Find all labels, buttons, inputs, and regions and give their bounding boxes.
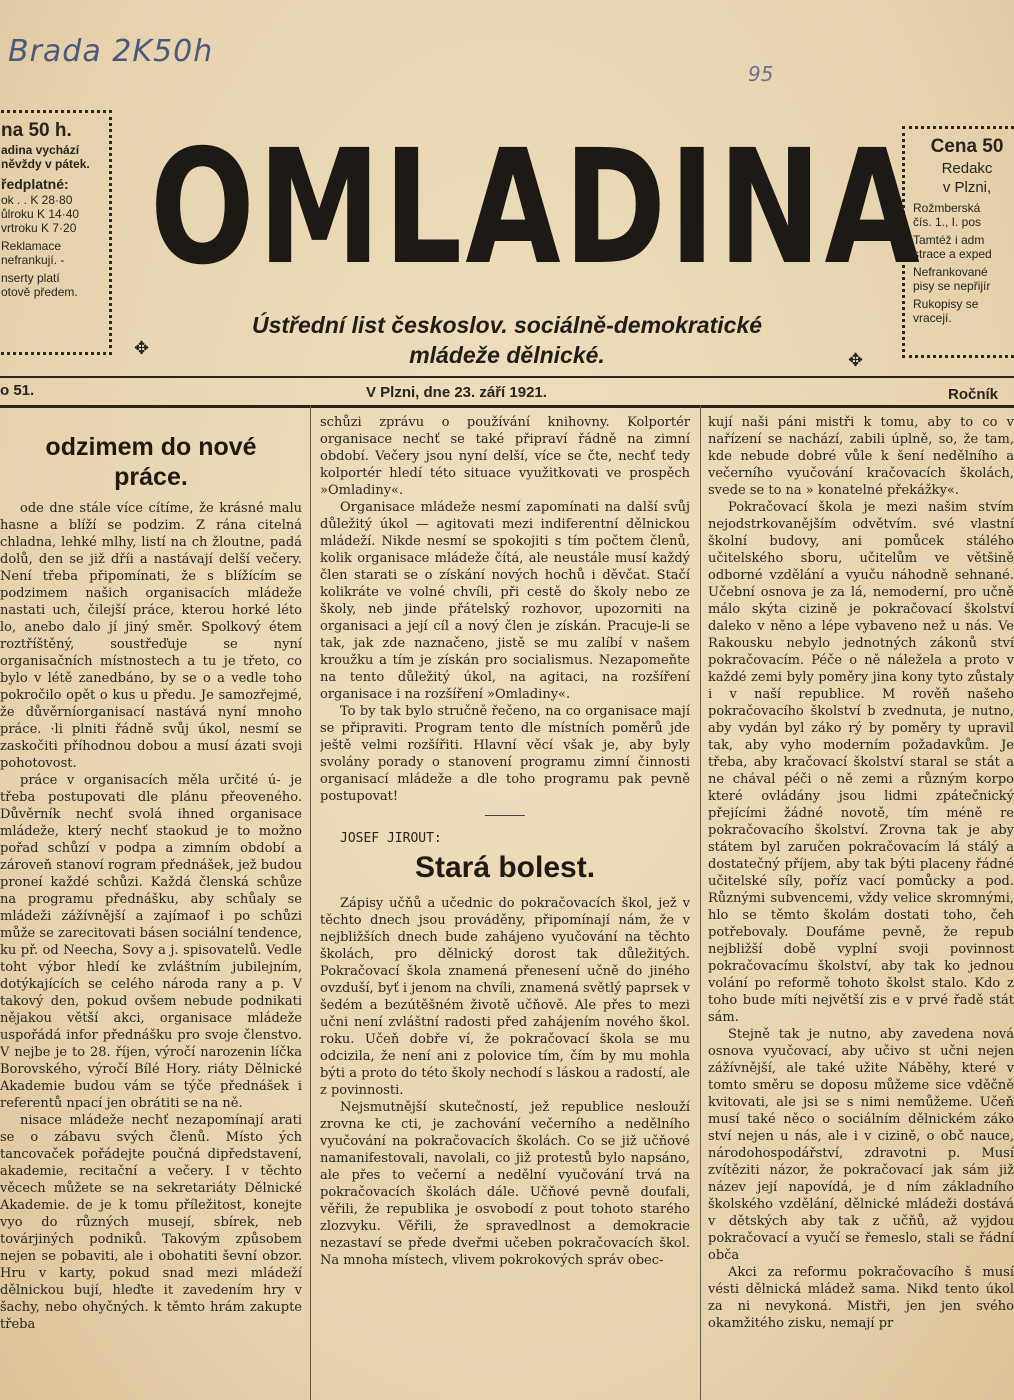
article1-title: odzimem do nové práce. (45, 433, 257, 491)
column-rule (700, 405, 701, 1400)
article2-paragraph: Nejsmutnější skutečností, jež republice neslouží zrovna ke cti, je zachování večerního a nedělního vyučování na pokračovacích školách. Co se již učňové namanifestovali, navolali, co již protestů bylo napsáno, ale přes to večerní a nedělní vyučování trvá na pokračovacích školách dále. Učňové pevně doufali, věřili, že republika je osvobodí z pout tohoto starého zlozvyku. Věřili, že spravedlnost a demokracie nezastaví se přede dveřmi učeben pokračovacích škol. Na mnoha místech, vlivem pokrokových správ obec- (320, 1100, 690, 1268)
masthead-subtitle-2: mládeže dělnické. (409, 342, 605, 368)
administration-note: Tamtéž i adm strace a exped (913, 233, 992, 261)
column-1 (0, 432, 302, 1400)
volume-label: Ročník (948, 386, 999, 403)
article1-paragraph: nisace mládeže nechť nezapomínají arati se o zábavu svých členů. Místo ých tancovaček pořádejte poučná dipředstavení, akademie, recitační a večery. I v těchto věcech můžete se na sekretariáty Dělnické Akademie. de je k tomu příležitost, konejte vyo do různých musejí, sbírek, neb továrjiných podniků. Takovým způsobem nejen se pobaviti, ale i obohatiti ševní obzor. Hru v karty, pokud snad mezi mládeží dělnickou bují, hleďte it zavedením hry v šachy, nebo ohyčných. k těmto hrám zakupte třeba (0, 1113, 302, 1332)
manuscripts-note: Rukopisy se vracejí. (913, 297, 979, 325)
office-address: Rožmberská čís. 1., I. pos (913, 201, 982, 229)
complaints-note: Reklamace nefrankují. - (1, 239, 65, 267)
publication-frequency: adina vychází něvždy v pátek. (1, 143, 90, 171)
article1-paragraph: To by tak bylo stručně řečeno, na co organisace mají se připraviti. Program tento dle místních poměrů jde ještě velmi rozšířiti. Hlavní věcí však je, aby byly svolány porady o stanovení programu zimní činnosti organisací mládeže a dle toho programu pak pevně postupovat! (320, 704, 690, 804)
article1-paragraph: práce v organisacích měla určité ú- je třeba postupovati dle plánu přeoveného. Důvěrník nechť svolá ihned organisace mládeže, který nechť staokud je to možno pořad schůzí v podpa a zimním období a zároveň stanoví rogram přednášek, jež budou proneí každé schůzi. Každá členská schůze na programu přednášku, aby schůaly se mládeži zážívnější a zajímaof i po schůzi může se zarecitovati básen sociální tendence, ku př. od Neecha, Sovy a j. spisovatelů. Vedle toht výbor hledí ke zvláštním jubilejním, dotýkajících se celého národa rany a p. V takový den, pokud ovšem nebude podnikati nějakou větší akci, organisace mládeže uspořádá infor přednášku pro svoje členstvo. V nejbe je to 28. říjen, výročí narozenin líčka Borovského, výročí Bílé Hory. riáty Dělnické Akademie budou vám se týče přednášek i referentů npací jen obrátiti se na ně. (0, 773, 302, 1111)
column-rule (310, 405, 311, 1400)
subscription-line: ok . . K 28·80 (1, 193, 73, 207)
column-3 (708, 414, 1014, 1400)
article-separator (485, 815, 525, 816)
article1-paragraph: schůzi zprávu o používání knihovny. Kolportér organisace nechť se také připraví řádně na zimní období. Večery jsou nyní delší, více se čte, nechť tedy kolportér hledí této situace využitkovati ve prospěch »Omladiny«. (320, 415, 690, 498)
subscription-title: ředplatné: (1, 176, 69, 192)
article2-author: JOSEF JIROUT: (340, 831, 442, 846)
handwritten-note: Brada 2K50h (8, 34, 214, 69)
dateline-bottom-rule (0, 405, 1014, 408)
editorial-office: Redakc v Plzni, (941, 160, 993, 196)
article2-title: Stará bolest. (414, 851, 596, 884)
subscription-line: ůlroku K 14·40 (1, 207, 80, 221)
subscription-line: vrtroku K 7·20 (1, 221, 77, 235)
place-and-date: V Plzni, dne 23. září 1921. (366, 384, 547, 401)
dateline-top-rule (0, 376, 1014, 378)
price-left: na 50 h. (1, 120, 72, 141)
price-right: Cena 50 (930, 136, 1004, 157)
unfranked-note: Nefrankované pisy se nepřijír (913, 265, 991, 293)
column-2 (320, 414, 690, 1400)
article2-paragraph: Akci za reformu pokračovacího š musí vésti dělnická mládež sama. Nikd tento úkol za ni nevykoná. Mistři, jen jen svého okamžitého zisku, nemají pr (708, 1265, 1014, 1331)
issue-number: o 51. (0, 382, 35, 399)
ornament-right-icon: ✥ (848, 350, 864, 371)
ornament-left-icon: ✥ (134, 338, 150, 359)
article2-paragraph: Stejně tak je nutno, aby zavedena nová osnova vyučovací, aby učivo st učni nejen zážívnější, ale také užite Náběhy, které v tomto směru se doposu můžeme sice vděčně kvitovati, ale jsi se s nimi nemůžeme. Učeň musí také něco o sociálním dělnickém záko ství nejen u nás, ale i v cizině, o obč nauce, národohospodářství, zdravotni p. Musí zvítěziti názor, že pokračovací jak sám již název její napovídá, je d ním základního školského vzdělání, dělnické mládeži dostává v dětských aby tak z učňů, až vyjdou pokračovací a vyučí se řemeslo, stali se řádní obča (708, 1027, 1014, 1263)
article2-paragraph: Pokračovací škola je mezi našim stvím nejodstrkovanějším odvětvím. své vlastní školní budovy, ani pomůcek stálého učitelského sboru, učitelům ve většině odborné vzdělání a vyuču náhodně sehnané. Učební osnova je za lá, nemoderní, pro učně málo skýta cizině je pokračovací školství daleko v něno a lépe vybaveno než u nás. Ve Rakousku nebylo jednotných zákonů ství pokračovacím. Péče o ně náležela a proto v každé zemi byly poměry jina kony tyto zůstaly i v naší republice. M rověň našeho pokračovacího školství b zvednuta, je nutno, aby vydán byl záko rý by poměry ty upravil tak, aby vyho moderním požadavkům. Je třeba, aby kračovací školství staral se stát a ne chával péči o ně zemi a různým korpo které ovládány jsou lidmi zpátečnický přejícími žádné novotě, tím méně re pokračovacího školství. Zrovna tak je aby státem byl zaručen pokračovacím lá stálý a dostatečný příjem, aby tak býti placeny řádné učitelské síly, poříz vací pomůcky a pod. Různými subvencemi, vždy velice skromnými, hlo se těmto školám dostati toho, čeh potřebovaly. Doufáme pevně, že repub nejbližší době vyplní svoji povinnost pokračovacímu školství, aby tak ko jednou volání po reformě tohoto školst stalo. Kdo z toho bude míti největší zis e v prvé řadě stát sám. (708, 500, 1014, 1025)
handwritten-number: 95 (748, 62, 774, 86)
masthead-subtitle-1: Ústřední list českoslov. sociálně-demokratické (251, 312, 763, 338)
ads-note: nserty platí otově předem. (1, 271, 78, 299)
article2-paragraph: kují naši páni mistři k tomu, aby to co v nařízení se nachází, zabili úplně, so, že tam, kde nebude dobré vůle k šení nedělního a večerního vyučování kračovacích školách, svede se to na » konatelné překážky«. (708, 415, 1014, 498)
article2-paragraph: Zápisy učňů a učednic do pokračovacích škol, jež v těchto dnech jsou prováděny, připomínají nám, že v nejbližších dnech bude zahájeno vyučování na těchto školách, pro dělnický dorost tak důležitých. Pokračovací škola znamená přenesení učně do jiného ovzduší, byť i jenom na chvíli, znamená světlý paprsek v šedém a bezútěšném životě učňově. Ale přes to mezi učni není zvláštní radosti před zahájením nového škol. roku. Učeň dobře ví, že pokračovací škola se mu odcizila, že není ani z polovice tím, čím by mu mohla býti a proto do této školy nechodí s láskou a radostí, ale z povinnosti. (320, 896, 690, 1098)
masthead-title: OMLADINA (150, 116, 923, 300)
article1-paragraph: ode dne stále více cítíme, že krásné malu hasne a blíží se podzim. Z rána citelná chladna, lehké mlhy, listí na ch žloutne, padá dolů, den se již dříi a nastávají delší večery. Není třeba připomínati, že s blížícím se podzimem našich organisacích mládeže nastati uch, čilejší práce, kterou horké léto lo, anebo dalo jí jiný směr. Spolkový étem roztříštěný, soustřeďuje se nyní organisačních místnostech a tu je třeto, co bylo v létě zanedbáno, by se o a vedle toho pokročilo opět o kus u předu. Je samozřejmé, že důvěrníorganisací nastává nyní mnoho práce. ·li plniti řádně svůj úkol, nesmí se zaskočiti příhodnou dobou a musí ázati svoji pohotovost. (0, 501, 302, 771)
article1-paragraph: Organisace mládeže nesmí zapomínati na další svůj důležitý úkol — agitovati mezi indiferentní dělnickou mládeží. Nikde nesmí se spokojiti s tím počtem členů, kolik organisace mládeže čítá, ale neustále musí každý člen starati se o získání nových hochů i děvčat. Stačí kolikráte ve volné chvíli, při cestě do školy nebo ze školy, neb jinde přátelský rozhovor, upozorniti na organisaci a její cíl a nový člen je získán. Pracuje-li se tak, jak zde naznačeno, jistě se mu zalíbí v našem kroužku a tím je získán pro socialismus. Nezapomeňte na tento důležitý úkol, na agitaci, na rozšíření organisace i na rozšíření »Omladiny«. (320, 500, 690, 702)
